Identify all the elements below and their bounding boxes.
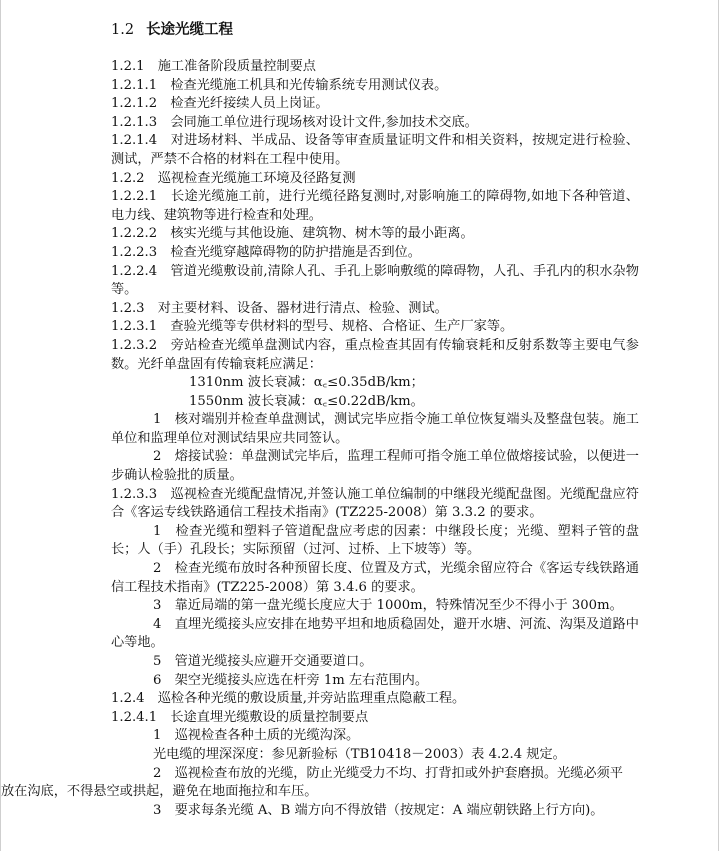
sub-item-1-reel-factors: 1 检查光缆和塑料子管道配盘应考虑的因素：中继段长度；光缆、塑料子管的盘长；人（手）孔段长；实际预留（过河、过桥、上下坡等）等。 (111, 523, 639, 558)
item-1-2-2-4: 1.2.2.4 管道光缆敷设前,清除人孔、手孔上影响敷缆的障碍物，人孔、手孔内的积水杂物等。 (111, 263, 639, 298)
document-body (1, 18, 639, 820)
laying-check-continued: 放在沟底，不得悬空或拱起，避免在地面拖拉和车压。 (1, 784, 318, 800)
sub-item-2-splice-test: 2 熔接试验：单盘测试完毕后，监理工程师可指令施工单位做熔接试验，以便进一步确认检验批的质量。 (111, 449, 639, 484)
sub-item-4-buried-joint: 4 直埋光缆接头应安排在地势平坦和地质稳固处，避开水塘、河流、沟渠及道路中心等地。 (111, 616, 639, 651)
item-1-2-4-1: 1.2.4.1 长途直埋光缆敷设的质量控制要点 (111, 709, 369, 725)
formula-1310nm: 1310nm 波长衰减：α꜀≤0.35dB/km； (189, 375, 424, 391)
formula-1550nm: 1550nm 波长衰减：α꜀≤0.22dB/km。 (189, 393, 424, 409)
item-1-2-1-1: 1.2.1.1 检查光缆施工机具和光传输系统专用测试仪表。 (111, 77, 448, 93)
item-1-2-2-3: 1.2.2.3 检查光缆穿越障碍物的防护措施是否到位。 (111, 244, 421, 260)
heading-1-2-3: 1.2.3 对主要材料、设备、器材进行清点、检验、测试。 (111, 300, 448, 316)
sub-item-2-reserve-length: 2 检查光缆布放时各种预留长度、位置及方式，光缆余留应符合《客运专线铁路通信工程技术指南》(TZ225-2008）第 3.4.6 的要求。 (111, 561, 639, 595)
item-1-2-1-4: 1.2.1.4 对进场材料、半成品、设备等审查质量证明文件和相关资料，按规定进行检验、测试，严禁不合格的材料在工程中使用。 (111, 133, 639, 167)
heading-1-2-2: 1.2.2 巡视检查光缆施工环境及径路复测 (111, 170, 356, 186)
item-1-2-2-1: 1.2.2.1 长途光缆施工前，进行光缆径路复测时,对影响施工的障碍物,如地下各种管道、电力线、建筑物等进行检查和处理。 (111, 189, 639, 223)
sub-item-3-ab-direction: 3 要求每条光缆 A、B 端方向不得放错（按规定：A 端应朝铁路上行方向)。 (153, 802, 604, 818)
sub-item-2-laying-check: 2 巡视检查布放的光缆，防止光缆受力不均、打背扣或外护套磨损。光缆必须平 (153, 765, 623, 781)
burial-depth-note: 光电缆的埋深深度：参见新验标（TB10418－2003）表 4.2.4 规定。 (153, 746, 566, 762)
sub-item-3-first-reel: 3 靠近局端的第一盘光缆长度应大于 1000m，特殊情况至少不得小于 300m。 (153, 598, 623, 614)
heading-1-2-4: 1.2.4 巡检各种光缆的敷设质量,并旁站监理重点隐蔽工程。 (111, 691, 466, 707)
item-1-2-1-3: 1.2.1.3 会同施工单位进行现场核对设计文件,参加技术交底。 (111, 114, 478, 130)
item-1-2-3-2: 1.2.3.2 旁站检查光缆单盘测试内容，重点检查其固有传输衰耗和反射系数等主要电气参数。光纤单盘固有传输衰耗应满足： (111, 337, 639, 372)
sub-item-5-duct-joint: 5 管道光缆接头应避开交通要道口。 (153, 654, 373, 669)
item-1-2-1-2: 1.2.1.2 检查光纤接续人员上岗证。 (111, 96, 329, 112)
sub-item-6-aerial-joint: 6 架空光缆接头应选在杆旁 1m 左右范围内。 (153, 672, 429, 688)
section-number: 1.2 (111, 22, 135, 38)
item-1-2-2-2: 1.2.2.2 核实光缆与其他设施、建筑物、树木等的最小距离。 (111, 226, 474, 242)
heading-1-2-1: 1.2.1 施工准备阶段质量控制要点 (111, 59, 316, 74)
section-title: 长途光缆工程 (146, 21, 234, 38)
section-heading (111, 18, 639, 42)
item-1-2-3-3: 1.2.3.3 巡视检查光缆配盘情况,并签认施工单位编制的中继段光缆配盘图。光缆配盘应符合《客运专线铁路通信工程技术指南》(TZ225-2008）第 3.3.2 的要求。 (111, 486, 639, 521)
sub-item-1-trench-depth: 1 巡视检查各种土质的光缆沟深。 (153, 728, 360, 744)
sub-item-1-check-ends: 1 核对端别并检查单盘测试，测试完毕应指令施工单位恢复端头及整盘包装。施工单位和监理单位对测试结果应共同签认。 (111, 412, 639, 446)
item-1-2-3-1: 1.2.3.1 查验光缆等专供材料的型号、规格、合格证、生产厂家等。 (111, 319, 514, 335)
